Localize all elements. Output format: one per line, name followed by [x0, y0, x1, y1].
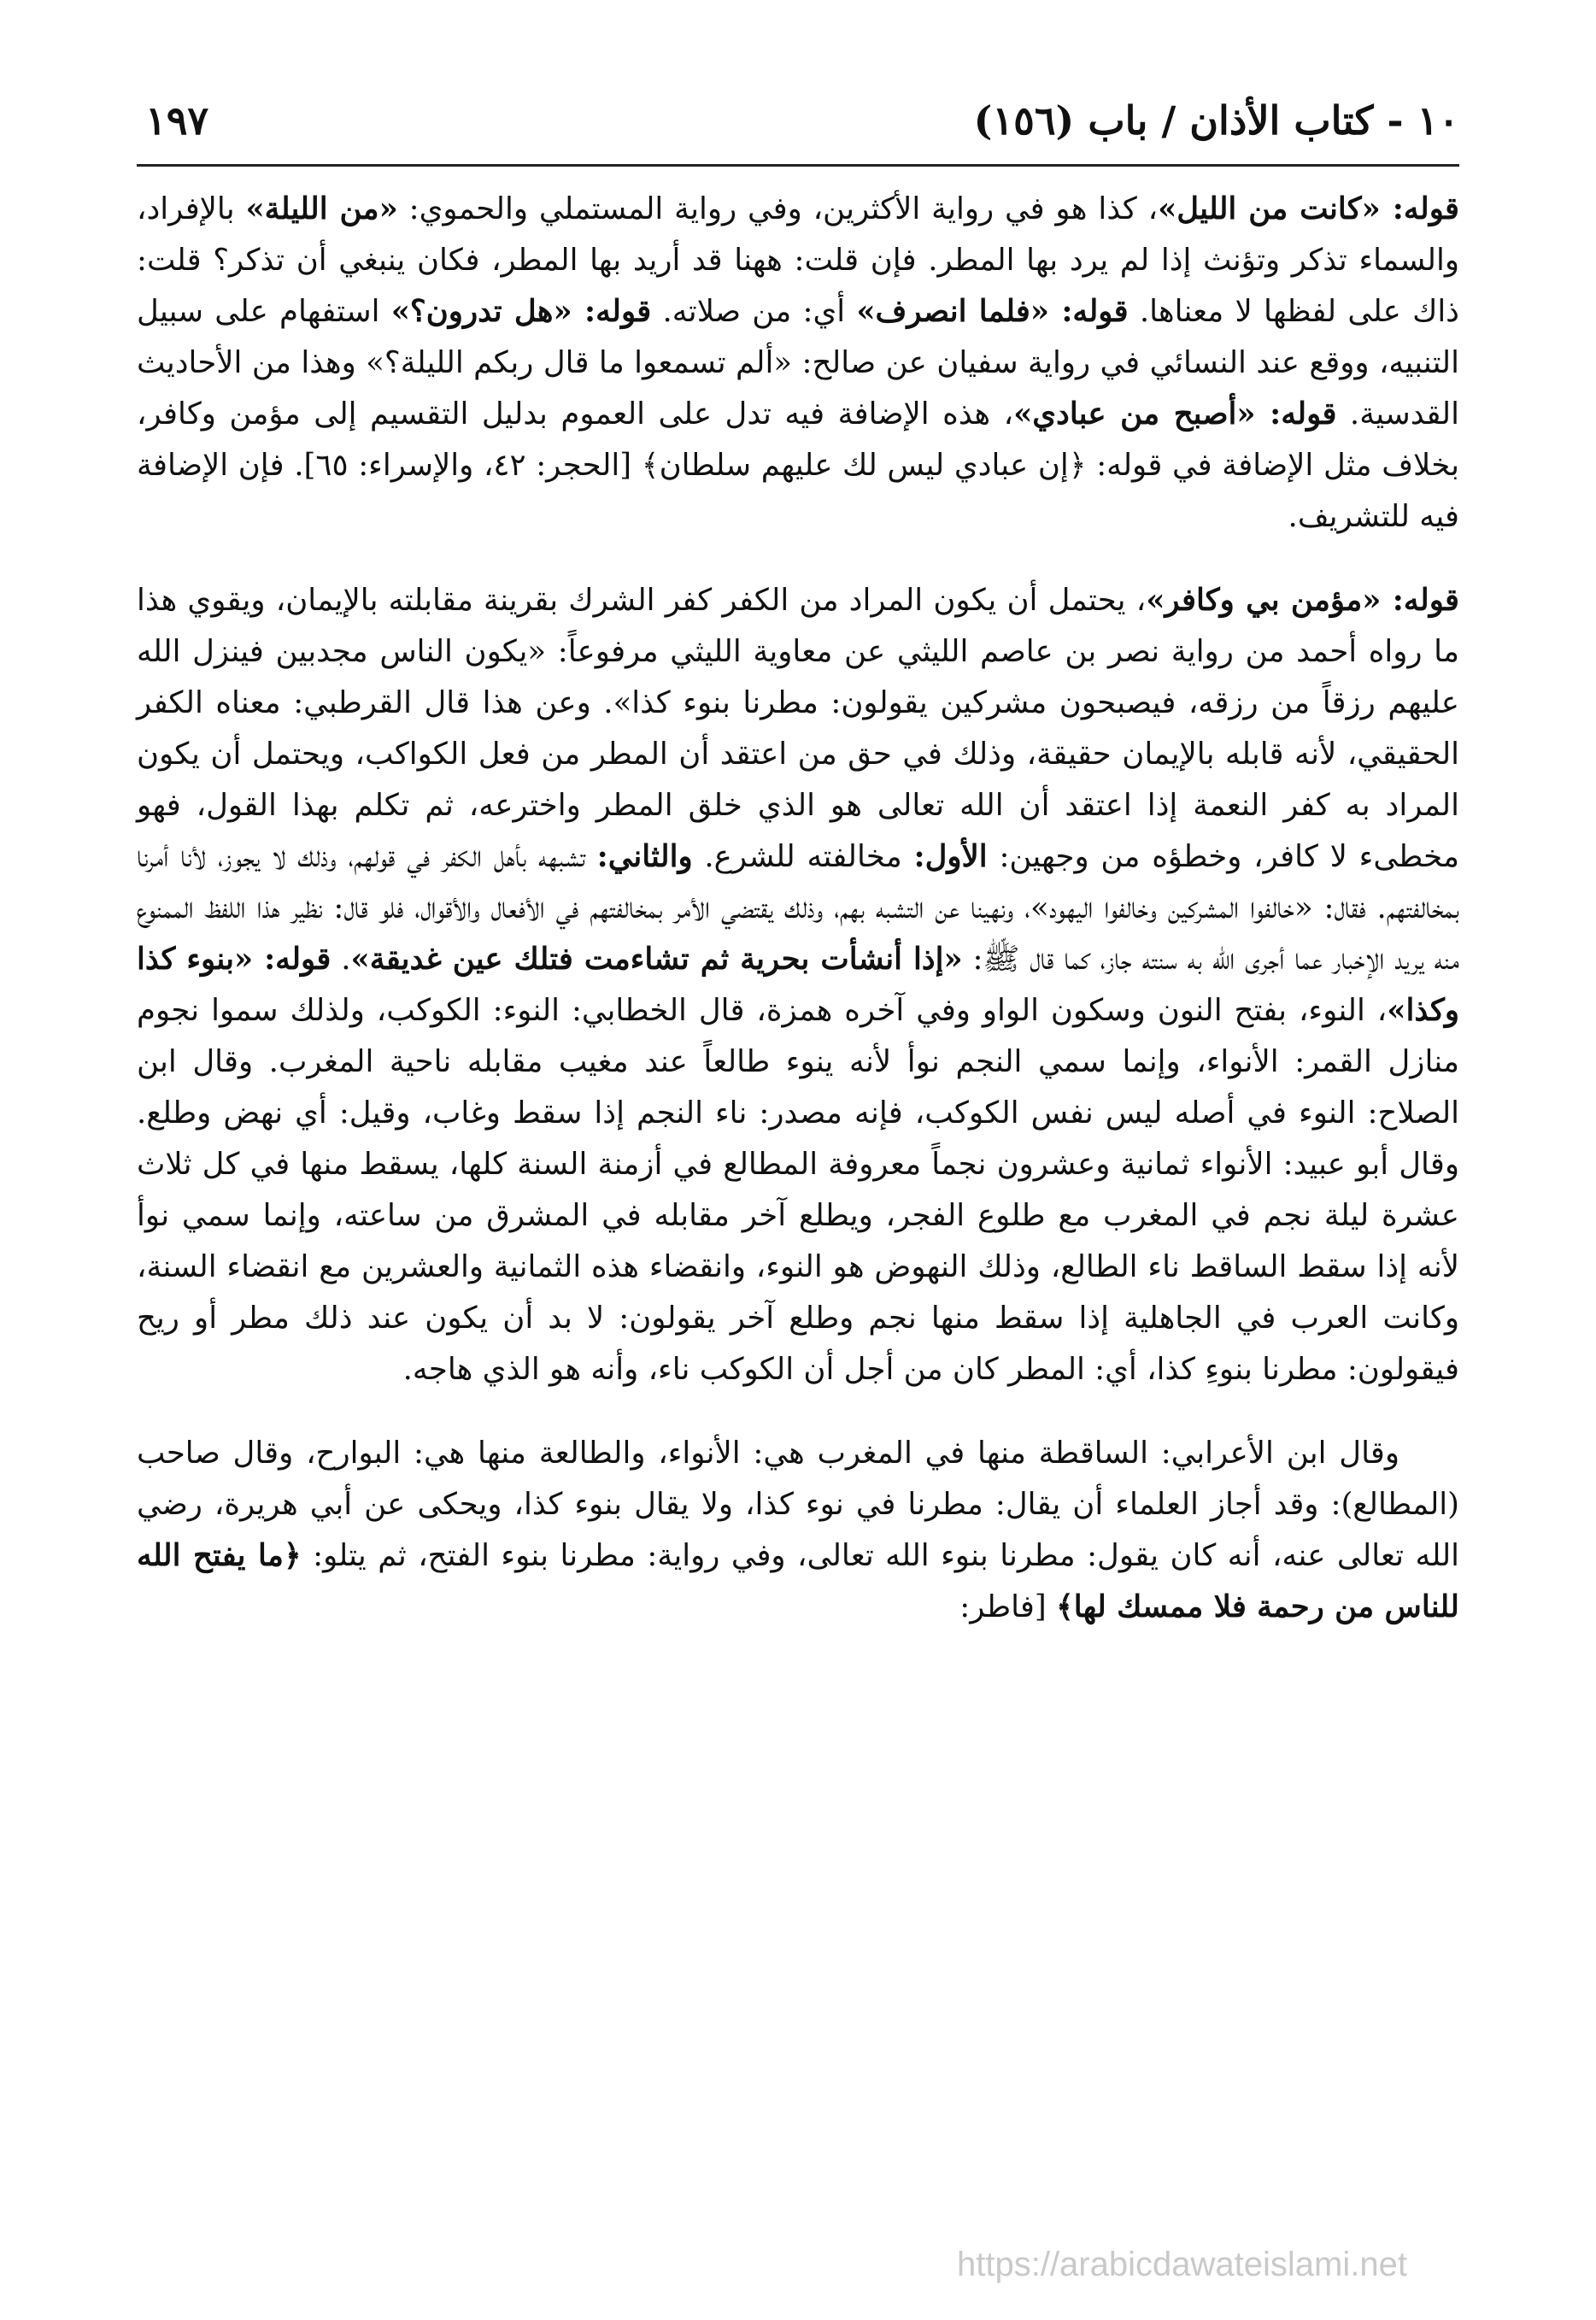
text-run: ، يحتمل أن يكون المراد من الكفر كفر الشرك بقرينة مقابلته بالإيمان، ويقوي هذا ما رواه أحمد من رواية نصر بن عاصم الليثي عن معاوية الليثي مرفوعاً: «يكون الناس مجدبين فينزل الله عليهم رزقاً من رزقه، فيصبحون مشركين يقولون: مطرنا بنوء كذا». وعن هذا قال القرطبي: معناه الكفر الحقيقي، لأنه قابله بالإيمان حقيقة، وذلك في حق من اعتقد أن المطر من فعل الكواكب، ويحتمل أن يكون المراد به كفر النعمة إذا اعتقد أن الله تعالى هو الذي خلق المطر واخترعه، ثم تكلم بهذا القول، فهو مخطىء لا كافر، وخطؤه من وجهين: — [137, 583, 1459, 874]
bold-phrase: قوله: «مؤمن بي وكافر» — [1146, 583, 1460, 618]
bold-phrase: الأول: — [913, 839, 988, 874]
paragraph-3 — [137, 1428, 1459, 1633]
header-divider — [137, 164, 1459, 167]
page-number: ١٩٧ — [145, 97, 209, 144]
bold-phrase: قوله: «فلما انصرف» — [856, 294, 1129, 329]
text-run: وقال ابن الأعرابي: الساقطة منها في المغرب هي: الأنواء، والطالعة منها هي: البوارح، وقال صاحب (المطالع): وقد أجاز العلماء أن يقال: مطرنا في نوء كذا، ولا يقال بنوء كذا، ويحكى عن أبي هريرة، رضي الله تعالى عنه، أنه كان يقول: مطرنا بنوء الله تعالى، وفي رواية: مطرنا بنوء الفتح، ثم يتلو: — [137, 1436, 1459, 1573]
text-run: ، كذا هو في رواية الأكثرين، وفي رواية المستملي والحموي: — [397, 191, 1159, 226]
text-run: بالإفراد، والسماء تذكر وتؤنث إذا لم يرد بها المطر. فإن قلت: ههنا قد أريد بها المطر، فكان ينبغي أن تذكر؟ قلت: ذاك على لفظها لا معناها. — [137, 191, 1459, 329]
text-run: استفهام على سبيل التنبيه، ووقع عند النسائي في رواية سفيان عن صالح: «ألم تسمعوا ما قال ربكم الليلة؟» وهذا من الأحاديث القدسية. — [137, 294, 1459, 432]
bold-phrase: ﴿ما يفتح الله للناس من رحمة فلا ممسك لها﴾ — [137, 1538, 1459, 1624]
watermark-url: https://arabicdawateislami.net — [957, 2246, 1407, 2283]
bold-phrase: «إذا أنشأت بحرية ثم تشاءمت فتلك عين غديقة» — [350, 942, 963, 977]
text-run: . — [331, 942, 351, 977]
text-run: [فاطر: — [959, 1589, 1056, 1624]
page-body — [137, 184, 1459, 1633]
text-run: تشبهه بأهل الكفر في قولهم، وذلك لا يجوز، لأنا أمرنا بمخالفتهم. فقال: «خالفوا المشركين وخالفوا اليهود»، ونهينا عن التشبه بهم، وذلك يقتضي الأمر بمخالفتهم في الأفعال والأقوال، فلو قال: نظير هذا اللفظ الممنوع منه يريد الإخبار عما أجرى الله به سنته جاز، كما قال ﷺ: — [137, 839, 1459, 977]
text-run: أي: من صلاته. — [651, 294, 857, 329]
paragraph-1 — [137, 184, 1459, 543]
bold-phrase: قوله: «بنوء كذا وكذا» — [137, 942, 1459, 1028]
bold-phrase: «من الليلة» — [245, 191, 398, 226]
text-run: مخالفته للشرع. — [692, 839, 914, 874]
bold-phrase: قوله: «هل تدرون؟» — [390, 294, 652, 329]
chapter-heading: ١٠ - كتاب الأذان / باب (١٥٦) — [973, 97, 1459, 144]
bold-phrase: قوله: «كانت من الليل» — [1158, 191, 1460, 226]
paragraph-2 — [137, 575, 1459, 1395]
text-run: ، هذه الإضافة فيه تدل على العموم بدليل التقسيم إلى مؤمن وكافر، بخلاف مثل الإضافة في قوله: ﴿إن عبادي ليس لك عليهم سلطان﴾ [الحجر: ٤٢، والإسراء: ٦٥]. فإن الإضافة فيه للتشريف. — [137, 396, 1459, 534]
running-header — [137, 85, 1459, 162]
bold-phrase: والثاني: — [596, 839, 693, 874]
text-run: ، النوء، بفتح النون وسكون الواو وفي آخره همزة، قال الخطابي: النوء: الكوكب، ولذلك سموا نجوم منازل القمر: الأنواء، وإنما سمي النجم نوأ لأنه ينوء طالعاً عند مغيب مقابله ناحية المغرب. وقال ابن الصلاح: النوء في أصله ليس نفس الكوكب، فإنه مصدر: ناء النجم إذا سقط وغاب، وقيل: أي نهض وطلع. وقال أبو عبيد: الأنواء ثمانية وعشرون نجماً معروفة المطالع في أزمنة السنة كلها، يسقط منها في كل ثلاث عشرة ليلة نجم في المغرب مع طلوع الفجر، ويطلع آخر مقابله في المشرق من ساعته، وإنما سمي نوأ لأنه إذا سقط الساقط ناء الطالع، وذلك النهوض هو النوء، وانقضاء هذه الثمانية والعشرين مع انقضاء السنة، وكانت العرب في الجاهلية إذا سقط منها نجم وطلع آخر يقولون: لا بد أن يكون عند ذلك مطر أو ريح فيقولون: مطرنا بنوءِ كذا، أي: المطر كان من أجل أن الكوكب ناء، وأنه هو الذي هاجه. — [137, 993, 1459, 1387]
bold-phrase: قوله: «أصبح من عبادي» — [1013, 396, 1337, 432]
